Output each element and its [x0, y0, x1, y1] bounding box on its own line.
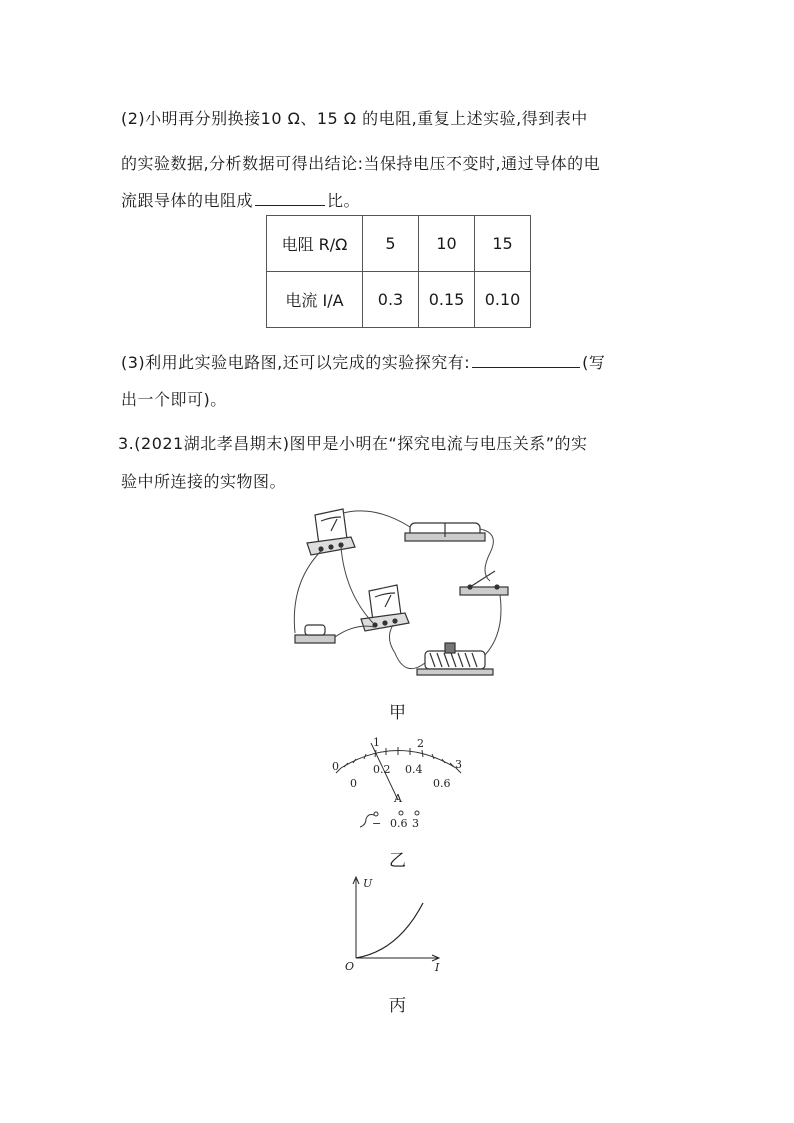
terminal-label: − — [372, 817, 382, 830]
ammeter-icon — [361, 585, 409, 631]
origin-label: O — [345, 960, 355, 973]
q3-line-2: 出一个即可)。 — [121, 390, 227, 409]
terminal-label: 3 — [412, 817, 419, 830]
table-cell: 0.10 — [475, 272, 531, 328]
answer-blank-2[interactable] — [472, 366, 580, 368]
table-cell: 10 — [419, 216, 475, 272]
table-cell: 0.15 — [419, 272, 475, 328]
q3-line-1-end: (写 — [582, 353, 606, 372]
y-axis-label: U — [363, 877, 373, 890]
battery-icon — [405, 523, 485, 541]
problem-3-line-1: 3.(2021湖北孝昌期末)图甲是小明在“探究电流与电压关系”的实 — [118, 434, 588, 453]
scale-bottom-label: 0 — [350, 777, 357, 790]
q3-line-1-text: (3)利用此实验电路图,还可以完成的实验探究有: — [121, 353, 471, 372]
table-row-label: 电流 I/A — [267, 272, 363, 328]
table-cell: 0.3 — [363, 272, 419, 328]
scale-bottom-label: 0.2 — [373, 763, 391, 776]
voltmeter-icon — [307, 509, 355, 555]
data-table — [266, 215, 531, 328]
q2-line-3 — [121, 188, 360, 211]
unit-label: A — [394, 792, 402, 805]
resistor-icon — [295, 625, 335, 643]
switch-icon — [460, 571, 508, 595]
x-axis-label: I — [435, 961, 440, 973]
wire — [341, 547, 373, 623]
wire — [389, 625, 425, 669]
q2-line-2: 的实验数据,分析数据可得出结论:当保持电压不变时,通过导体的电 — [121, 154, 601, 173]
terminal-label: 0.6 — [390, 817, 408, 830]
wire — [343, 511, 410, 527]
problem-3-line-2: 验中所连接的实物图。 — [121, 472, 287, 491]
terminal-icon — [399, 811, 403, 815]
table-cell: 15 — [475, 216, 531, 272]
table-row — [267, 272, 531, 328]
dial-ticks — [336, 747, 461, 773]
scale-bottom-label: 0.6 — [433, 777, 451, 790]
rheostat-icon — [417, 643, 493, 675]
wire — [485, 595, 501, 655]
q3-line-1 — [121, 350, 605, 373]
scale-top-label: 2 — [417, 737, 424, 750]
q2-line-1: (2)小明再分别换接10 Ω、15 Ω 的电阻,重复上述实验,得到表中 — [121, 109, 588, 128]
terminal-icon — [415, 811, 419, 815]
terminal-icon — [374, 812, 378, 816]
q2-line-3-end: 比。 — [327, 191, 361, 210]
scale-bottom-label: 0.4 — [405, 763, 423, 776]
u-i-graph — [343, 873, 443, 973]
figure-caption-bing: 丙 — [389, 996, 406, 1016]
table-row — [267, 216, 531, 272]
figure-caption-yi: 乙 — [389, 851, 406, 871]
circuit-diagram — [285, 503, 525, 693]
ammeter-dial — [326, 735, 471, 830]
scale-top-label: 0 — [332, 760, 339, 773]
scale-top-label: 3 — [455, 758, 462, 771]
table-cell: 5 — [363, 216, 419, 272]
q2-line-3-text: 流跟导体的电阻成 — [121, 191, 254, 210]
scale-top-label: 1 — [373, 736, 380, 749]
figure-caption-jia: 甲 — [389, 703, 406, 723]
table-row-label: 电阻 R/Ω — [267, 216, 363, 272]
u-i-curve — [356, 903, 423, 958]
wire — [294, 551, 321, 633]
answer-blank-1[interactable] — [255, 204, 325, 206]
